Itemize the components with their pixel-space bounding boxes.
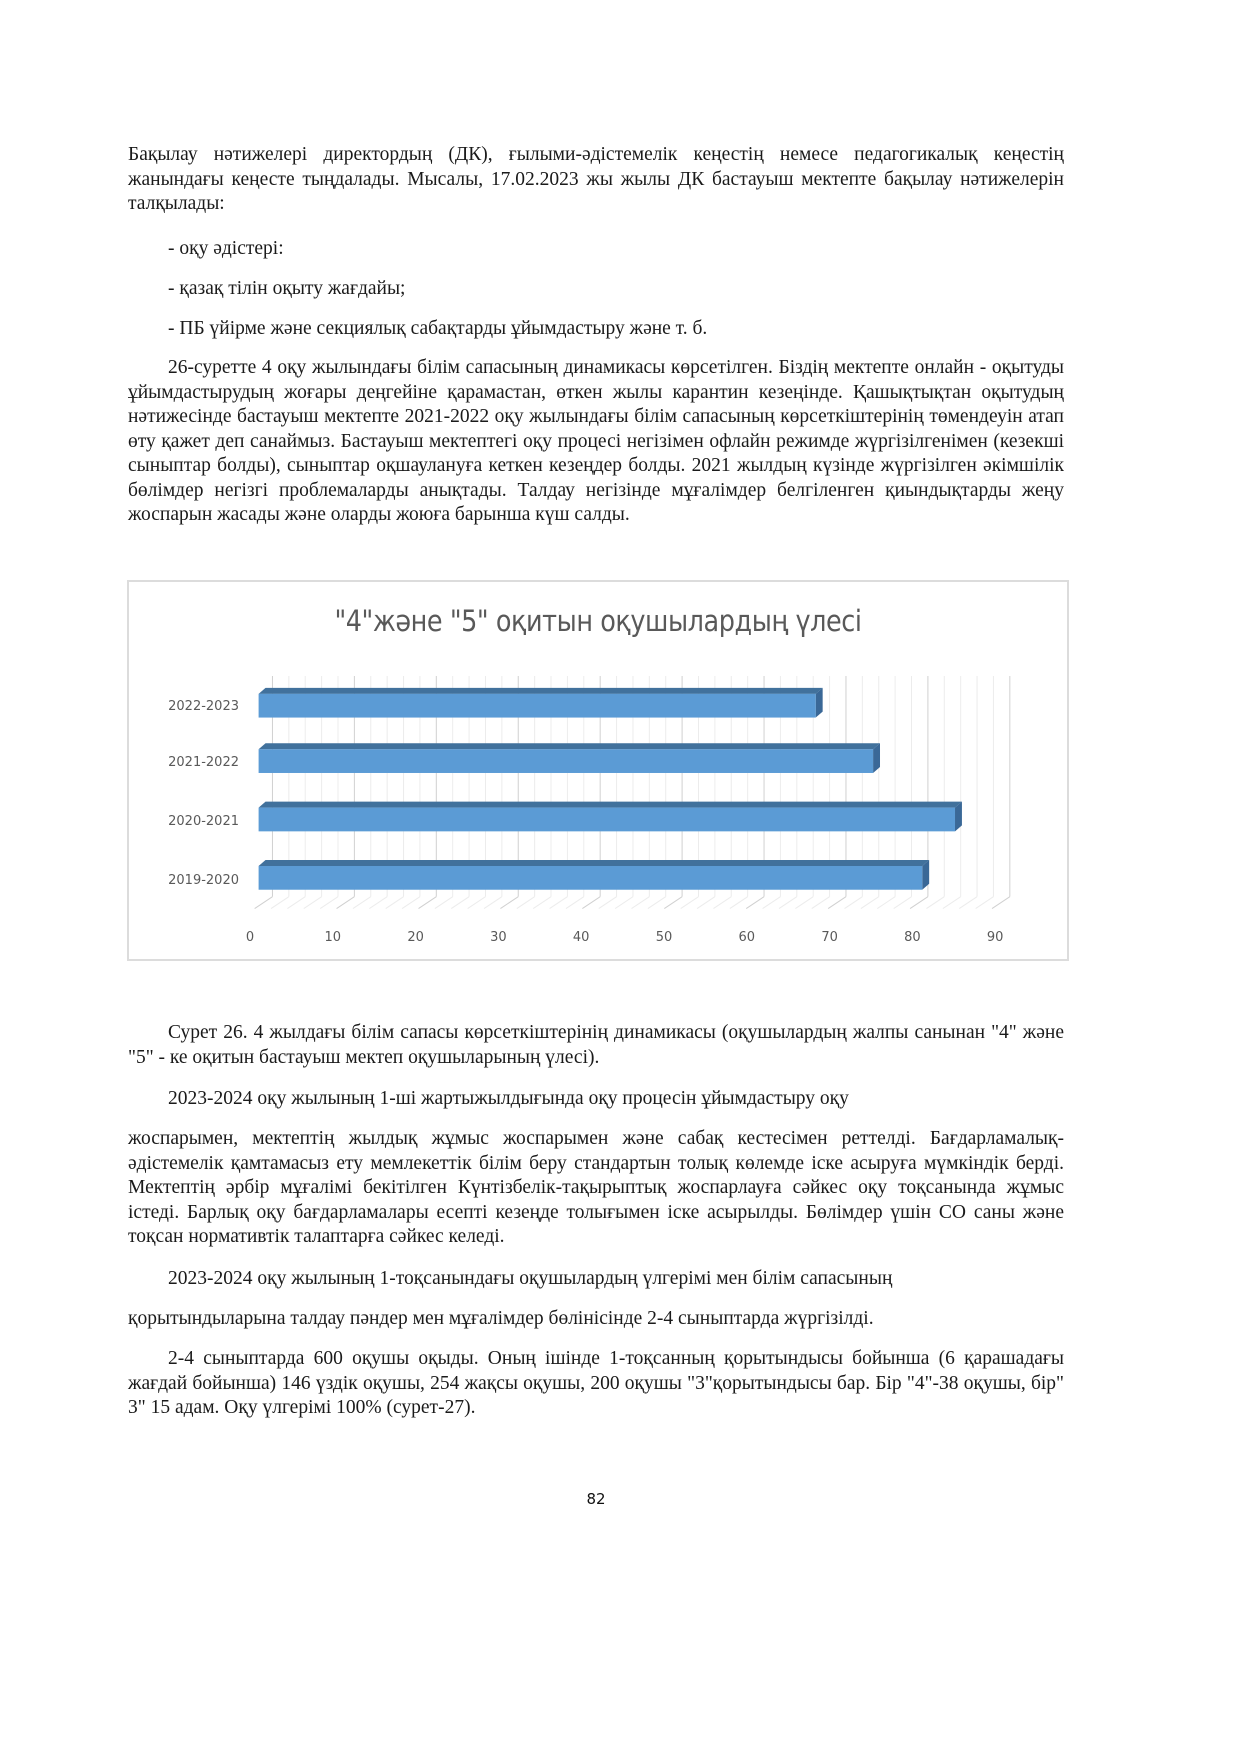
chart-plot-area xyxy=(129,582,1067,959)
x-tick-label: 80 xyxy=(904,930,921,945)
intro-paragraph: Бақылау нәтижелері директордың (ДК), ғылыми-әдістемелік кеңестің немесе педагогикалық кеңестің жанындағы кеңесте тыңдалады. Мысалы, 17.02.2023 жы жылы ДК бастауыш мектепте бақылау нәтижелерін талқылады: xyxy=(128,144,1064,214)
figure-caption: Сурет 26. 4 жылдағы білім сапасы көрсеткіштерінің динамикасы (оқушылардың жалпы санынан "4" және "5" - ке оқитын бастауыш мектеп оқушыларының үлесі). xyxy=(128,1022,1064,1068)
x-tick-label: 70 xyxy=(821,930,838,945)
category-label: 2022-2023 xyxy=(168,699,239,714)
chart-bar xyxy=(259,688,823,718)
bullet-item: - оқу әдістері: xyxy=(168,238,284,259)
category-label: 2021-2022 xyxy=(168,755,239,770)
bar-chart xyxy=(127,580,1069,961)
x-tick-label: 0 xyxy=(245,930,255,945)
x-tick-label: 10 xyxy=(324,930,342,945)
analysis-paragraph: 26-суретте 4 оқу жылындағы білім сапасының динамикасы көрсетілген. Біздің мектепте онлайн - оқытуды ұйымдастырудың жоғары деңгейіне қарамастан, өткен жылы карантин кезеңінде. Қашықтықтан оқытудың нәтижесінде бастауыш мектепте 2021-2022 оқу жылындағы білім сапасының көрсеткіштерінің төмендеуін атап өту қажет деп санаймыз. Бастауыш мектептегі оқу процесі негізімен офлайн режимде жүргізілгенімен (кезекші сыныптар болды), сыныптар оқшаулануға кеткен кезеңдер болды. 2021 жылдың күзінде жүргізілген әкімшілік бөлімдер негізгі проблемаларды анықтады. Талдау негізінде мұғалімдер белгіленген қиындықтарды жеңу жоспарын жасады және оларды жоюға барынша күш салды. xyxy=(128,357,1064,525)
x-tick-label: 40 xyxy=(572,930,590,945)
x-tick-label: 50 xyxy=(655,930,673,945)
paragraph-line: 2023-2024 оқу жылының 1-ші жартыжылдығында оқу процесін ұйымдастыру оқу xyxy=(168,1088,849,1109)
chart-bar xyxy=(259,743,880,773)
bullet-item: - қазақ тілін оқыту жағдайы; xyxy=(168,278,406,299)
x-tick-label: 20 xyxy=(407,930,424,945)
results-paragraph: 2-4 сыныптарда 600 оқушы оқыды. Оның ішінде 1-тоқсанның қорытындысы бойынша (6 қарашадағы жағдай бойынша) 146 үздік оқушы, 254 жақсы оқушы, 200 оқушы "3"қорытындысы бар. Бір "4"-38 оқушы, бір" 3" 15 адам. Оқу үлгерімі 100% (сурет-27). xyxy=(128,1348,1064,1418)
x-tick-label: 30 xyxy=(490,930,507,945)
chart-title: "4"және "5" оқитын оқушылардың үлесі xyxy=(334,604,862,638)
x-tick-label: 90 xyxy=(986,930,1004,945)
chart-bar xyxy=(259,860,930,890)
paragraph-line: қорытындыларына талдау пәндер мен мұғалімдер бөлінісінде 2-4 сыныптарда жүргізілді. xyxy=(128,1308,874,1329)
page-number: 82 xyxy=(586,1490,606,1508)
x-tick-label: 60 xyxy=(738,930,756,945)
chart-bar xyxy=(259,802,962,832)
bullet-item: - ПБ үйірме және секциялық сабақтарды ұйымдастыру және т. б. xyxy=(168,318,708,339)
category-label: 2019-2020 xyxy=(168,873,239,888)
organization-paragraph: жоспарымен, мектептің жылдық жұмыс жоспарымен және сабақ кестесімен реттелді. Бағдарламалық-әдістемелік қамтамасыз ету мемлекеттік білім беру стандартын толық көлемде іске асыруға мүмкіндік берді. Мектептің әрбір мұғалімі бекітілген Күнтізбелік-тақырыптық жоспарлауға сәйкес оқу тоқсанында жұмыс істеді. Барлық оқу бағдарламалары есепті кезеңде толығымен іске асырылды. Бөлімдер үшін СО саны және тоқсан нормативтік талаптарға сәйкес келеді. xyxy=(128,1128,1064,1247)
paragraph-line: 2023-2024 оқу жылының 1-тоқсанындағы оқушылардың үлгерімі мен білім сапасының xyxy=(168,1268,893,1289)
category-label: 2020-2021 xyxy=(168,814,239,829)
